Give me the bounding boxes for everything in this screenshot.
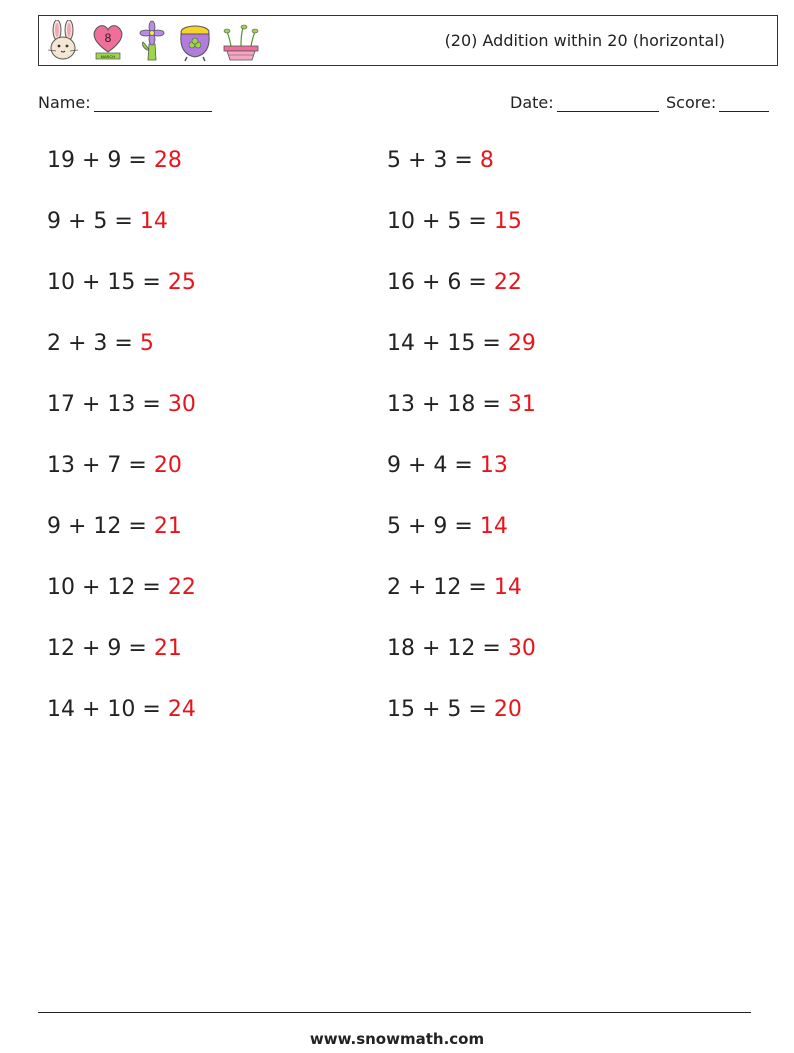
problem-item (387, 331, 536, 356)
problem-question: 10 + 12 = (47, 575, 168, 600)
worksheet-title: (20) Addition within 20 (horizontal) (444, 31, 725, 50)
problem-question: 14 + 15 = (387, 331, 508, 356)
sprout-planter-icon (221, 20, 261, 62)
problem-answer: 15 (493, 209, 522, 234)
problem-item (387, 514, 508, 539)
problem-question: 10 + 15 = (47, 270, 168, 295)
problem-question: 13 + 18 = (387, 392, 508, 417)
problem-question: 9 + 12 = (47, 514, 154, 539)
problem-question: 5 + 3 = (387, 148, 480, 173)
problem-item (47, 514, 182, 539)
flower-icon (135, 20, 169, 62)
problem-item (47, 453, 182, 478)
date-field (510, 93, 659, 112)
heart-badge-number: 8 (104, 31, 112, 45)
header-icons (45, 20, 261, 62)
problem-answer: 31 (507, 392, 536, 417)
problem-answer: 24 (167, 697, 196, 722)
problem-question: 14 + 10 = (47, 697, 168, 722)
problem-question: 9 + 4 = (387, 453, 480, 478)
heart-calendar-icon (89, 20, 127, 62)
problem-item (387, 636, 536, 661)
problem-item (47, 148, 182, 173)
problem-answer: 30 (167, 392, 196, 417)
date-blank[interactable] (557, 95, 659, 112)
problem-answer: 30 (507, 636, 536, 661)
name-blank[interactable] (94, 95, 212, 112)
problem-question: 19 + 9 = (47, 148, 154, 173)
bunny-icon (45, 20, 81, 62)
score-field (666, 93, 769, 112)
problem-question: 12 + 9 = (47, 636, 154, 661)
problem-answer: 29 (507, 331, 536, 356)
problem-answer: 13 (479, 453, 508, 478)
problem-item (47, 636, 182, 661)
problem-answer: 22 (493, 270, 522, 295)
problem-item (387, 209, 522, 234)
problem-answer: 14 (139, 209, 168, 234)
problem-answer: 14 (479, 514, 508, 539)
pot-of-gold-icon (177, 20, 213, 62)
problem-question: 18 + 12 = (387, 636, 508, 661)
problem-item (387, 392, 536, 417)
problem-answer: 8 (479, 148, 494, 173)
problem-item (387, 270, 522, 295)
problem-answer: 25 (167, 270, 196, 295)
footer-divider (38, 1012, 751, 1013)
problem-item (47, 575, 196, 600)
worksheet-header (38, 15, 778, 66)
date-label: Date: (510, 93, 554, 112)
problem-question: 9 + 5 = (47, 209, 140, 234)
problem-item (47, 392, 196, 417)
problem-item (387, 148, 494, 173)
problem-answer: 21 (153, 636, 182, 661)
problem-question: 17 + 13 = (47, 392, 168, 417)
problem-question: 13 + 7 = (47, 453, 154, 478)
name-label: Name: (38, 93, 91, 112)
problem-item (387, 575, 522, 600)
name-field (38, 93, 212, 112)
problem-answer: 28 (153, 148, 182, 173)
problem-answer: 20 (493, 697, 522, 722)
problem-item (47, 697, 196, 722)
problem-answer: 20 (153, 453, 182, 478)
footer-site: www.snowmath.com (309, 1030, 485, 1048)
problem-item (47, 270, 196, 295)
problem-question: 10 + 5 = (387, 209, 494, 234)
problem-item (47, 331, 154, 356)
problem-answer: 21 (153, 514, 182, 539)
problem-question: 15 + 5 = (387, 697, 494, 722)
problem-item (387, 697, 522, 722)
problem-answer: 14 (493, 575, 522, 600)
problem-item (387, 453, 508, 478)
problem-question: 16 + 6 = (387, 270, 494, 295)
heart-ribbon-label: MARCH (100, 54, 116, 59)
problem-question: 2 + 12 = (387, 575, 494, 600)
problem-question: 2 + 3 = (47, 331, 140, 356)
problem-answer: 5 (139, 331, 154, 356)
score-label: Score: (666, 93, 717, 112)
problem-answer: 22 (167, 575, 196, 600)
problem-item (47, 209, 168, 234)
score-blank[interactable] (719, 95, 769, 112)
problem-question: 5 + 9 = (387, 514, 480, 539)
